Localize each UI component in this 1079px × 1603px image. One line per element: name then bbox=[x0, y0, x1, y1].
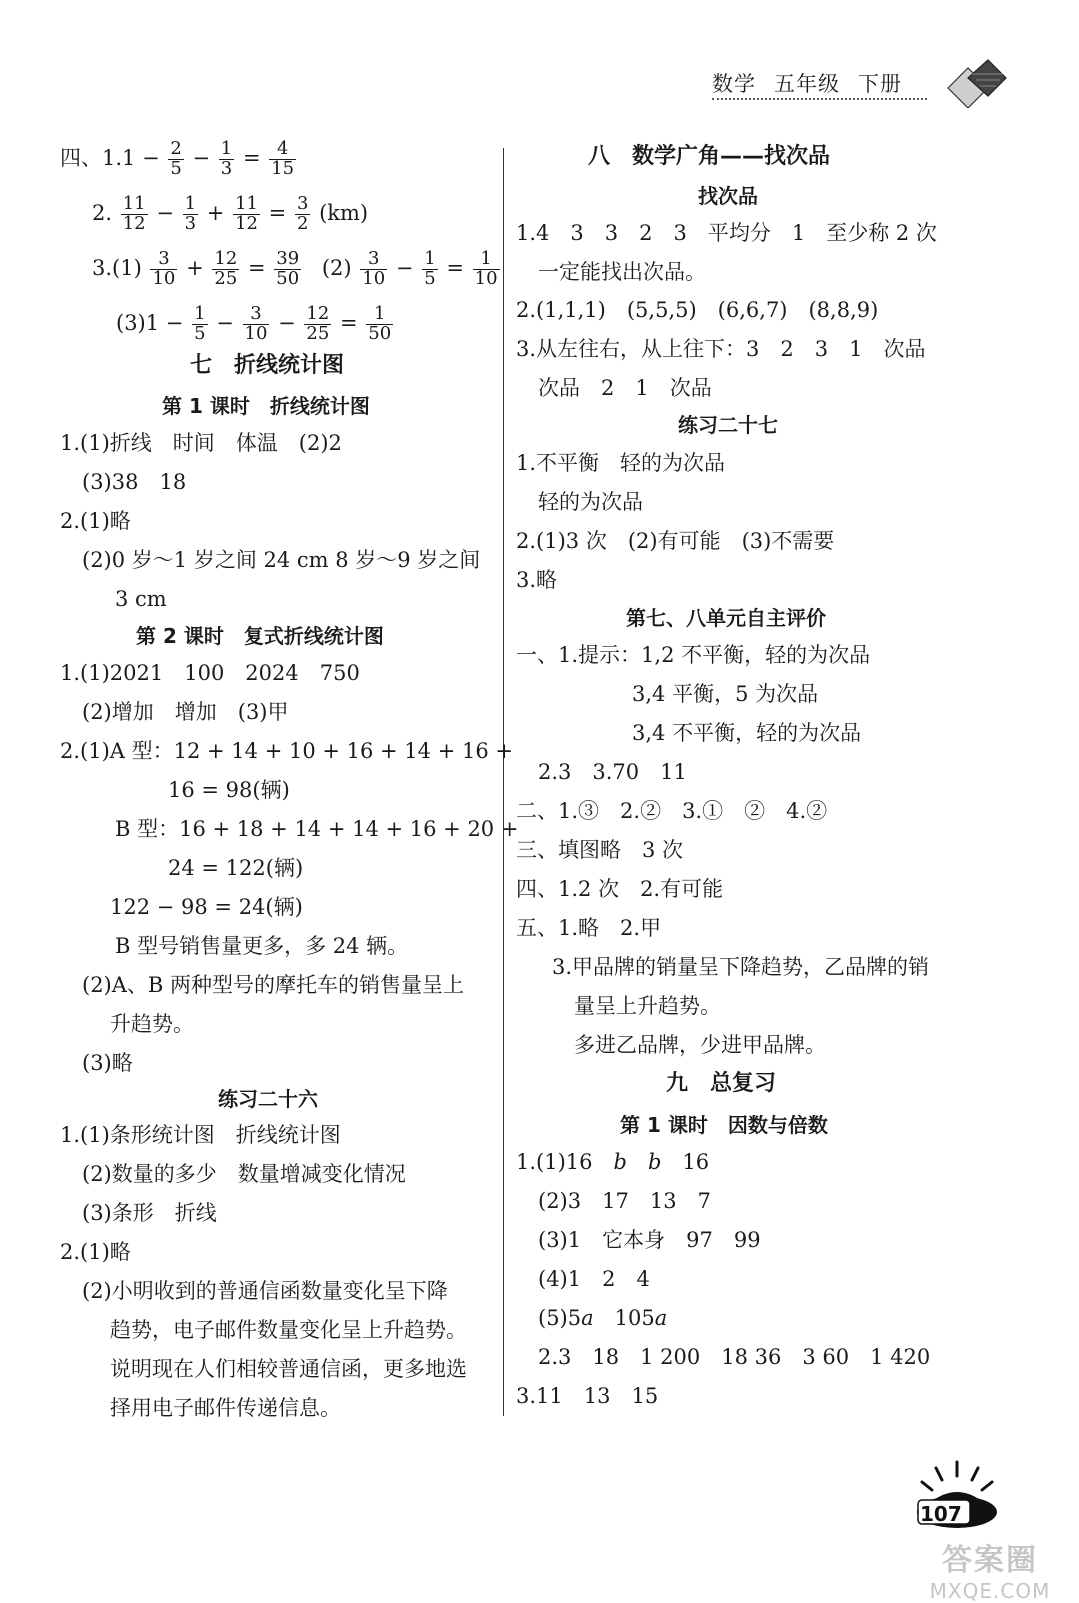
answer-line: 2.3 18 1 200 18 36 3 60 1 420 bbox=[538, 1345, 931, 1369]
text: (3)1 − bbox=[116, 310, 184, 335]
answer-line: 2.(1)略 bbox=[60, 1240, 131, 1264]
header-title bbox=[712, 68, 920, 98]
answer-line: (2)数量的多少 数量增减变化情况 bbox=[82, 1162, 406, 1186]
answer-4-1 bbox=[60, 140, 298, 179]
header-grade: 五年级 bbox=[774, 72, 840, 96]
lesson-8-title: 找次品 bbox=[698, 184, 758, 208]
answer-line: 122 − 98 = 24(辆) bbox=[110, 895, 303, 919]
answer-4-2 bbox=[92, 195, 368, 234]
cube-logo-icon bbox=[938, 58, 1008, 108]
answer-line: 2.(1)略 bbox=[60, 509, 131, 533]
exercise-26-title: 练习二十六 bbox=[218, 1087, 318, 1111]
chapter-7-title: 七 折线统计图 bbox=[190, 353, 345, 378]
operator: − bbox=[395, 255, 414, 280]
answer-line: 多进乙品牌，少进甲品牌。 bbox=[574, 1033, 826, 1057]
answer-line: 3,4 不平衡，轻的为次品 bbox=[632, 721, 862, 745]
answer-line: (2)增加 增加 (3)甲 bbox=[82, 700, 289, 724]
answer-4-3-3 bbox=[116, 305, 395, 344]
answer-line: 三、填图略 3 次 bbox=[516, 838, 684, 862]
answer-line: 2.(1)A 型：12 + 14 + 10 + 16 + 14 + 16 + bbox=[60, 739, 513, 763]
answer-line: (3)38 18 bbox=[82, 470, 187, 494]
operator: − bbox=[192, 145, 211, 170]
answer-line: 3.11 13 15 bbox=[516, 1384, 659, 1408]
answer-line: (2)A、B 两种型号的摩托车的销售量呈上 bbox=[82, 973, 465, 997]
fraction: $\frac{3}{10}$ bbox=[152, 248, 176, 289]
answer-line: (5)5a 105a bbox=[538, 1306, 668, 1330]
fraction: $\frac{1}{3}$ bbox=[184, 193, 197, 234]
answer-line: 3 cm bbox=[115, 587, 167, 611]
fraction: $\frac{3}{10}$ bbox=[362, 248, 386, 289]
operator: + bbox=[206, 200, 225, 225]
text: (km) bbox=[319, 200, 369, 225]
answer-line: 二、1.③ 2.② 3.① ② 4.② bbox=[516, 799, 828, 823]
watermark bbox=[905, 1535, 1075, 1603]
answer-line: B 型：16 + 18 + 14 + 14 + 16 + 20 + bbox=[115, 817, 519, 841]
unit-eval-title: 第七、八单元自主评价 bbox=[626, 606, 826, 630]
operator: + bbox=[186, 255, 204, 280]
page-number: 107 bbox=[920, 1502, 962, 1526]
fraction: $\frac{1}{3}$ bbox=[220, 138, 233, 179]
answer-line: 量呈上升趋势。 bbox=[574, 994, 721, 1018]
header-underline bbox=[712, 98, 927, 100]
operator: − bbox=[156, 200, 174, 225]
header-subject: 数学 bbox=[712, 72, 756, 96]
answer-line: (3)条形 折线 bbox=[82, 1201, 217, 1225]
answer-line: (2)小明收到的普通信函数量变化呈下降 bbox=[82, 1279, 448, 1303]
page-header bbox=[712, 60, 952, 104]
answer-line: 1.(1)条形统计图 折线统计图 bbox=[60, 1123, 341, 1147]
answer-line: 3.略 bbox=[516, 568, 558, 592]
fraction: $\frac{4}{15}$ bbox=[271, 138, 295, 179]
answer-line: (2)0 岁～1 岁之间 24 cm 8 岁～9 岁之间 bbox=[82, 548, 481, 572]
text: 3.(1) bbox=[92, 255, 142, 280]
fraction: $\frac{3}{2}$ bbox=[296, 193, 309, 234]
fraction: $\frac{2}{5}$ bbox=[170, 138, 182, 179]
operator: − bbox=[216, 310, 234, 335]
operator: = bbox=[446, 255, 464, 280]
answer-line: (3)略 bbox=[82, 1051, 133, 1075]
lesson-1-title: 第 1 课时 折线统计图 bbox=[162, 394, 370, 418]
fraction: $\frac{1}{5}$ bbox=[424, 248, 436, 289]
answer-line: 3.从左往右，从上往下：3 2 3 1 次品 bbox=[516, 337, 926, 361]
answer-line: 趋势，电子邮件数量变化呈上升趋势。 bbox=[110, 1318, 467, 1342]
chapter-8-title: 八 数学广角——找次品 bbox=[588, 144, 831, 169]
fraction: $\frac{12}{25}$ bbox=[306, 303, 330, 344]
answer-line: 1.不平衡 轻的为次品 bbox=[516, 451, 726, 475]
chapter-9-title: 九 总复习 bbox=[666, 1071, 777, 1096]
answer-line: 1.(1)折线 时间 体温 (2)2 bbox=[60, 431, 342, 455]
exercise-27-title: 练习二十七 bbox=[678, 413, 778, 437]
answer-line: 次品 2 1 次品 bbox=[538, 376, 712, 400]
header-volume: 下册 bbox=[858, 72, 902, 96]
answer-line: 3,4 平衡，5 为次品 bbox=[632, 682, 819, 706]
answer-line: 一定能找出次品。 bbox=[538, 260, 706, 284]
text: 四、1.1 − bbox=[60, 145, 160, 170]
answer-line: 升趋势。 bbox=[110, 1012, 194, 1036]
watermark-line-1: 答案圈 bbox=[942, 1543, 1038, 1578]
answer-line: 16 = 98(辆) bbox=[168, 778, 290, 802]
answer-line: (4)1 2 4 bbox=[538, 1267, 650, 1291]
answer-line: (2)3 17 13 7 bbox=[538, 1189, 711, 1213]
fraction: $\frac{11}{12}$ bbox=[122, 193, 146, 234]
answer-line: 一、1.提示：1,2 不平衡，轻的为次品 bbox=[516, 643, 871, 667]
answer-line: 1.(1)2021 100 2024 750 bbox=[60, 661, 360, 685]
operator: = bbox=[340, 310, 358, 335]
operator: = bbox=[268, 200, 287, 225]
operator: = bbox=[242, 145, 261, 170]
lesson-2-title: 第 2 课时 复式折线统计图 bbox=[136, 624, 384, 648]
answer-4-3 bbox=[92, 250, 502, 289]
answer-line: 1.(1)16 b b 16 bbox=[516, 1150, 710, 1174]
operator: − bbox=[278, 310, 296, 335]
fraction: $\frac{1}{5}$ bbox=[194, 303, 206, 344]
answer-line: 五、1.略 2.甲 bbox=[516, 916, 662, 940]
text: 2. bbox=[92, 200, 113, 225]
fraction: $\frac{12}{25}$ bbox=[214, 248, 238, 289]
answer-line: 轻的为次品 bbox=[538, 490, 643, 514]
answer-line: 1.4 3 3 2 3 平均分 1 至少称 2 次 bbox=[516, 221, 937, 245]
answer-line: 2.3 3.70 11 bbox=[538, 760, 687, 784]
operator: = bbox=[247, 255, 266, 280]
fraction: $\frac{39}{50}$ bbox=[276, 248, 300, 289]
fraction: $\frac{1}{10}$ bbox=[474, 248, 498, 289]
answer-line: 说明现在人们相较普通信函，更多地选 bbox=[110, 1357, 467, 1381]
fraction: $\frac{1}{50}$ bbox=[368, 303, 392, 344]
answer-line: B 型号销售量更多，多 24 辆。 bbox=[115, 934, 409, 958]
answer-line: (3)1 它本身 97 99 bbox=[538, 1228, 761, 1252]
answer-line: 3.甲品牌的销量呈下降趋势，乙品牌的销 bbox=[552, 955, 930, 979]
fraction: $\frac{3}{10}$ bbox=[244, 303, 268, 344]
lesson-9-title: 第 1 课时 因数与倍数 bbox=[620, 1113, 828, 1137]
answer-line: 择用电子邮件传递信息。 bbox=[110, 1396, 341, 1420]
watermark-line-2: MXQE.COM bbox=[929, 1579, 1051, 1603]
answer-line: 2.(1)3 次 (2)有可能 (3)不需要 bbox=[516, 529, 835, 553]
fraction: $\frac{11}{12}$ bbox=[235, 193, 258, 234]
column-divider bbox=[503, 148, 504, 1416]
answer-line: 24 = 122(辆) bbox=[168, 856, 304, 880]
answer-line: 四、1.2 次 2.有可能 bbox=[516, 877, 724, 901]
answer-line: 2.(1,1,1) (5,5,5) (6,6,7) (8,8,9) bbox=[516, 298, 879, 322]
text: (2) bbox=[321, 255, 352, 280]
